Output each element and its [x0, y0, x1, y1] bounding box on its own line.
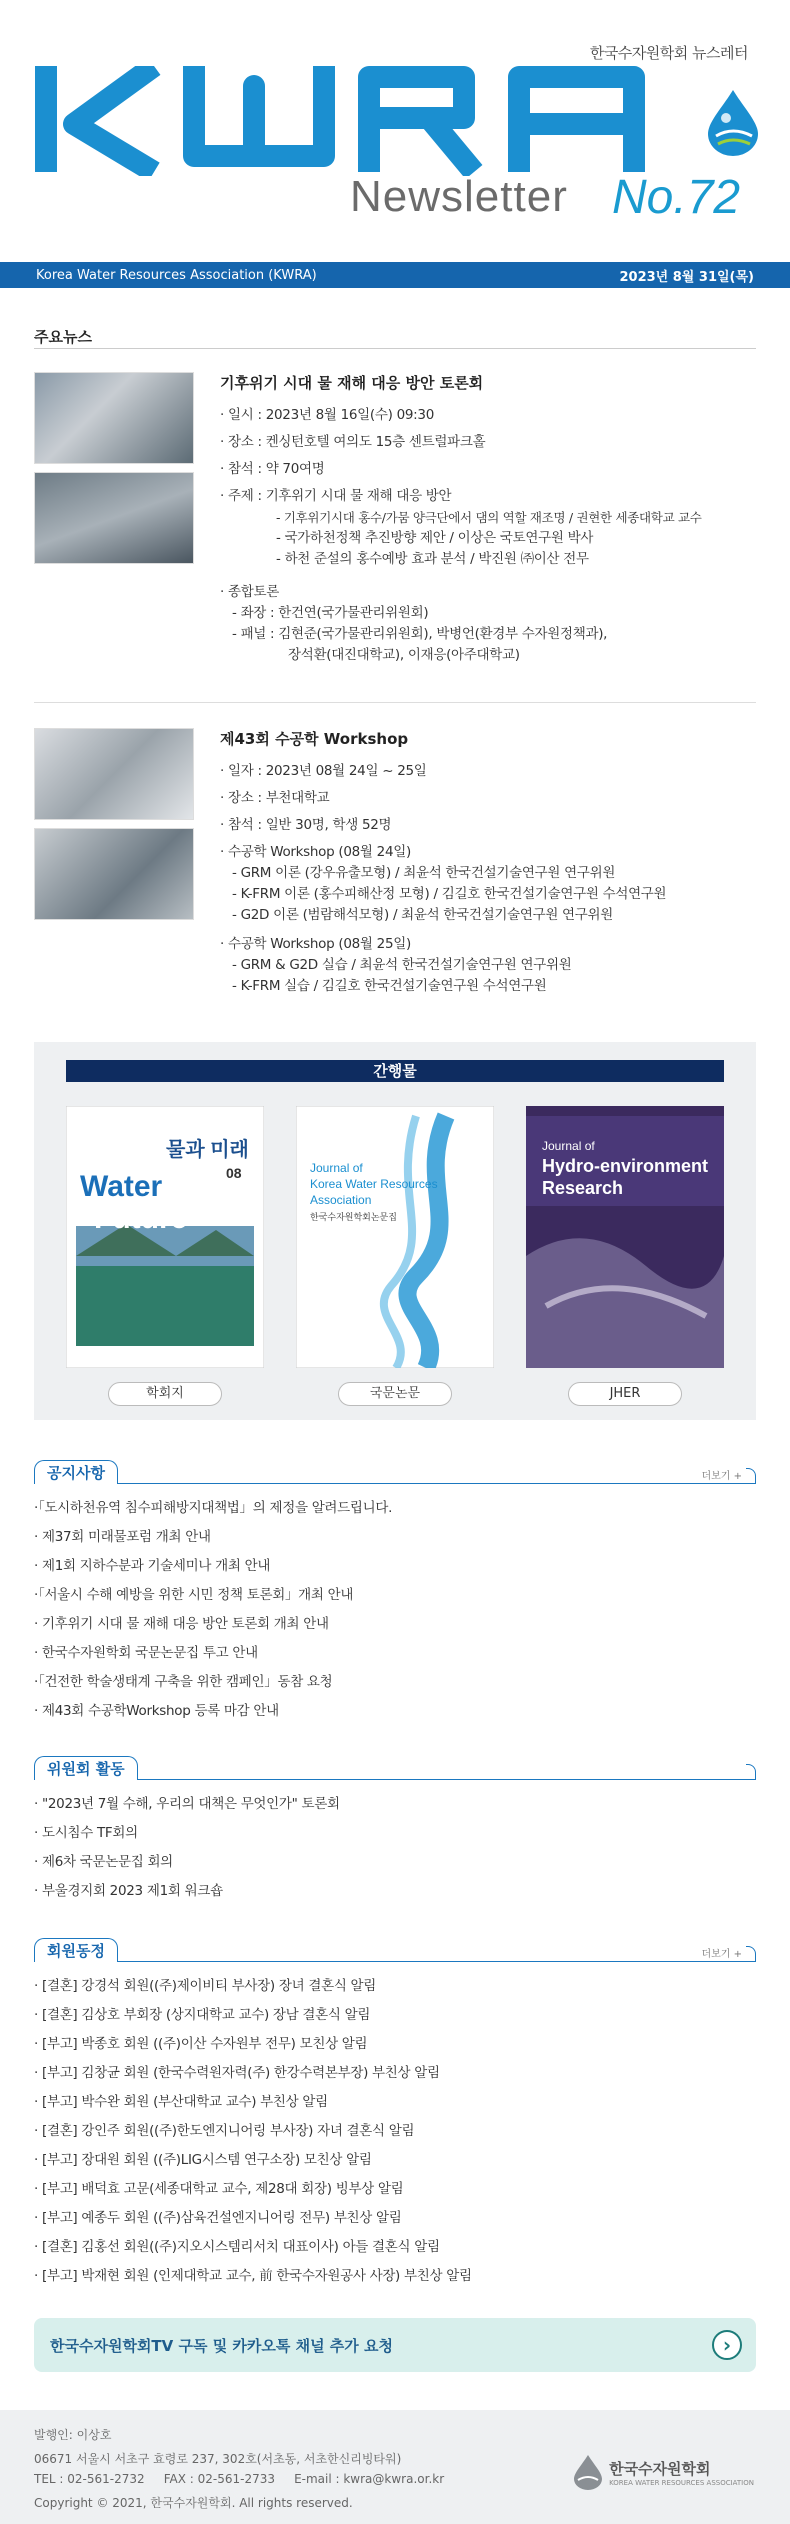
svg-text:Journal of: Journal of	[542, 1139, 595, 1153]
cover-en-title2: Future	[94, 1202, 188, 1235]
news-line: · 참석 : 약 70여명	[220, 461, 325, 477]
tv-banner-text[interactable]: 한국수자원학회TV 구독 및 카카오톡 채널 추가 요청	[50, 2337, 393, 2355]
main-news-divider	[34, 348, 756, 349]
notice-item[interactable]: ·「도시하천유역 침수피해방지대책법」의 제정을 알려드립니다.	[34, 1500, 393, 1516]
member-item[interactable]: · [결혼] 김홍선 회원((주)지오시스템리서치 대표이사) 아들 결혼식 알림	[34, 2239, 440, 2255]
pub-label-jher[interactable]: JHER	[568, 1382, 682, 1406]
committee-section	[34, 1756, 756, 1906]
member-item[interactable]: · [부고] 배덕효 고문(세종대학교 교수, 제28대 회장) 빙부상 알림	[34, 2181, 404, 2197]
newsletter-label: Newsletter	[350, 172, 568, 221]
jher-cover[interactable]	[526, 1106, 724, 1368]
notice-item[interactable]: · 한국수자원학회 국문논문집 투고 안내	[34, 1645, 258, 1661]
footer	[0, 2410, 790, 2524]
news-line: · 참석 : 일반 30명, 학생 52명	[220, 817, 392, 833]
news-line: · 종합토론	[220, 584, 279, 600]
svg-text:Journal of: Journal of	[310, 1161, 363, 1175]
footer-logo-name: 한국수자원학회	[609, 2459, 711, 2478]
member-item[interactable]: · [부고] 장대원 회원 ((주)LIG시스템 연구소장) 모친상 알림	[34, 2152, 372, 2168]
notice-item[interactable]: · 제43회 수공학Workshop 등록 마감 안내	[34, 1703, 279, 1719]
news-line: · 일자 : 2023년 08월 24일 ~ 25일	[220, 763, 427, 779]
news-line: - 국가하천정책 추진방향 제안 / 이상은 국토연구원 박사	[276, 530, 594, 546]
news-line: - 좌장 : 한건연(국가물관리위원회)	[232, 605, 429, 621]
news-photo[interactable]	[34, 828, 194, 920]
svg-text:Research: Research	[542, 1178, 624, 1198]
footer-logo-tag: KOREA WATER RESOURCES ASSOCIATION	[609, 2478, 754, 2487]
footer-contact: TEL : 02-561-2732 FAX : 02-561-2733 E-mail : kwra@kwra.or.kr	[34, 2472, 445, 2486]
notices-section	[34, 1460, 756, 1726]
water-future-cover[interactable]	[66, 1106, 264, 1368]
member-item[interactable]: · [결혼] 김상호 부회장 (상지대학교 교수) 장남 결혼식 알림	[34, 2007, 371, 2023]
news-line: - 패널 : 김현준(국가물관리위원회), 박병언(환경부 수자원정책과),	[232, 626, 608, 642]
member-item[interactable]: · [결혼] 강경석 회원((주)제이비티 부사장) 장녀 결혼식 알림	[34, 1978, 377, 1994]
svg-text:Association: Association	[310, 1193, 372, 1207]
news-line: - K-FRM 이론 (홍수피해산정 모형) / 김길호 한국건설기술연구원 수석연구원	[232, 886, 667, 902]
news-line: · 장소 : 켄싱턴호텔 여의도 15층 센트럴파크홀	[220, 434, 486, 450]
svg-text:Hydro-environment: Hydro-environment	[542, 1156, 709, 1176]
newsletter-header	[0, 0, 790, 260]
org-name: Korea Water Resources Association (KWRA)	[36, 267, 317, 283]
news-line: 장석환(대진대학교), 이재응(아주대학교)	[288, 647, 520, 663]
issue-date: 2023년 8월 31일(목)	[619, 269, 754, 285]
news-line: - GRM 이론 (강우유출모형) / 최윤석 한국건설기술연구원 연구위원	[232, 865, 616, 881]
pub-label-journal[interactable]: 학회지	[108, 1382, 222, 1406]
news-line: · 수공학 Workshop (08월 25일)	[220, 936, 411, 952]
newsletter-subtitle: 한국수자원학회 뉴스레터	[589, 44, 748, 62]
news-divider	[34, 702, 756, 703]
cover-en-title: Water	[80, 1170, 163, 1203]
publications-heading: 간행물	[66, 1060, 724, 1082]
issue-number: No.72	[612, 171, 741, 224]
footer-logo[interactable]	[573, 2454, 754, 2490]
notices-heading: 공지사항	[34, 1460, 118, 1484]
committee-item[interactable]: · 부울경지회 2023 제1회 워크숍	[34, 1883, 223, 1899]
header-bar	[0, 262, 790, 288]
news-title[interactable]: 기후위기 시대 물 재해 대응 방안 토론회	[220, 374, 484, 392]
members-section	[34, 1938, 756, 2291]
member-item[interactable]: · [부고] 예종두 회원 ((주)삼육건설엔지니어링 전무) 부친상 알림	[34, 2210, 402, 2226]
news-photo[interactable]	[34, 372, 194, 464]
news-line: · 주제 : 기후위기 시대 물 재해 대응 방안	[220, 488, 452, 504]
svg-text:Korea Water Resources: Korea Water Resources	[310, 1177, 438, 1191]
news-line: - K-FRM 실습 / 김길호 한국건설기술연구원 수석연구원	[232, 978, 547, 994]
members-heading: 회원동정	[34, 1938, 118, 1962]
main-news-heading: 주요뉴스	[34, 328, 92, 346]
water-drop-logo-icon	[706, 88, 760, 158]
committee-item[interactable]: · 도시침수 TF회의	[34, 1825, 138, 1841]
members-more-link[interactable]: 더보기 +	[701, 1949, 742, 1960]
news-line: · 수공학 Workshop (08월 24일)	[220, 844, 411, 860]
footer-copyright: Copyright © 2021, 한국수자원학회. All rights reserved.	[34, 2496, 353, 2510]
notice-item[interactable]: · 제1회 지하수분과 기술세미나 개최 안내	[34, 1558, 271, 1574]
svg-text:08: 08	[226, 1165, 242, 1181]
kwra-logo[interactable]	[34, 66, 734, 176]
committee-heading: 위원회 활동	[34, 1756, 138, 1780]
news-line: - 기후위기시대 홍수/가뭄 양극단에서 댐의 역할 재조명 / 권현한 세종대학교 교수	[276, 510, 702, 525]
news-title[interactable]: 제43회 수공학 Workshop	[220, 730, 409, 748]
notices-more-link[interactable]: 더보기 +	[701, 1471, 742, 1482]
news-line: · 장소 : 부천대학교	[220, 790, 330, 806]
footer-address: 06671 서울시 서초구 효령로 237, 302호(서초동, 서초한신리빙타워)	[34, 2452, 402, 2466]
tv-subscribe-banner[interactable]	[34, 2318, 756, 2372]
committee-item[interactable]: · "2023년 7월 수해, 우리의 대책은 무엇인가" 토론회	[34, 1796, 340, 1812]
publications-panel	[34, 1042, 756, 1420]
news-line: · 일시 : 2023년 8월 16일(수) 09:30	[220, 407, 434, 423]
notice-item[interactable]: ·「서울시 수해 예방을 위한 시민 정책 토론회」개최 안내	[34, 1587, 354, 1603]
notice-item[interactable]: ·「건전한 학술생태계 구축을 위한 캠페인」동참 요청	[34, 1674, 333, 1690]
footer-publisher: 발행인: 이상호	[34, 2428, 112, 2442]
committee-item[interactable]: · 제6차 국문논문집 회의	[34, 1854, 173, 1870]
news-photo[interactable]	[34, 472, 194, 564]
news-line: - G2D 이론 (범람해석모형) / 최윤석 한국건설기술연구원 연구위원	[232, 907, 614, 923]
member-item[interactable]: · [부고] 박수완 회원 (부산대학교 교수) 부친상 알림	[34, 2094, 328, 2110]
news-line: - 하천 준설의 홍수예방 효과 분석 / 박진원 ㈜이산 전무	[276, 551, 589, 567]
member-item[interactable]: · [부고] 박재현 회원 (인제대학교 교수, 前 한국수자원공사 사장) 부친상 알림	[34, 2268, 472, 2284]
pub-label-korean-paper[interactable]: 국문논문	[338, 1382, 452, 1406]
member-item[interactable]: · [결혼] 강인주 회원((주)한도엔지니어링 부사장) 자녀 결혼식 알림	[34, 2123, 415, 2139]
member-item[interactable]: · [부고] 김창균 회원 (한국수력원자력(주) 한강수력본부장) 부친상 알림	[34, 2065, 440, 2081]
chevron-right-circle-icon[interactable]: ›	[712, 2330, 742, 2360]
cover-kr-title: 물과 미래	[166, 1139, 249, 1161]
notice-item[interactable]: · 제37회 미래물포럼 개최 안내	[34, 1529, 211, 1545]
svg-text:한국수자원학회논문집: 한국수자원학회논문집	[310, 1212, 397, 1222]
member-item[interactable]: · [부고] 박종호 회원 ((주)이산 수자원부 전무) 모친상 알림	[34, 2036, 368, 2052]
news-line: - GRM & G2D 실습 / 최윤석 한국건설기술연구원 연구위원	[232, 957, 572, 973]
kwra-journal-cover[interactable]	[296, 1106, 494, 1368]
news-photo[interactable]	[34, 728, 194, 820]
water-drop-logo-icon	[573, 2454, 603, 2490]
notice-item[interactable]: · 기후위기 시대 물 재해 대응 방안 토론회 개최 안내	[34, 1616, 329, 1632]
